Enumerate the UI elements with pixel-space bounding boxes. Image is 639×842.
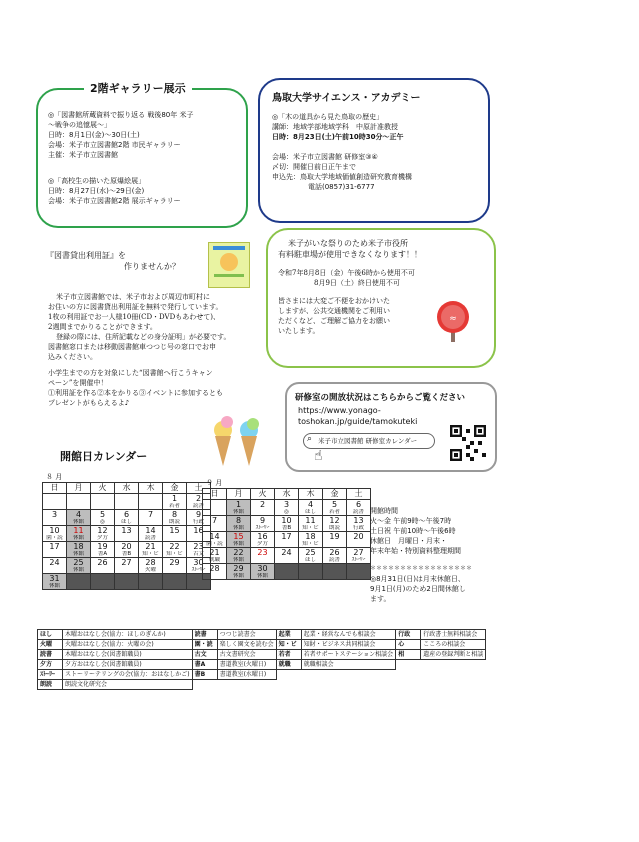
day-number: 29 <box>169 558 180 567</box>
calendar-day-cell <box>251 500 275 516</box>
calendar-day-cell <box>275 532 299 548</box>
day-event: 若者 <box>168 503 180 509</box>
day-number: 31 <box>49 574 60 583</box>
legend-key: 古文 <box>192 650 217 660</box>
card-title: 『図書貸出利用証』を 作りませんか？ <box>46 251 180 271</box>
calendar-day-cell <box>139 526 163 542</box>
day-event: 休館 <box>48 583 60 589</box>
calendar-day-cell <box>299 500 323 516</box>
day-event: 休館 <box>232 525 244 531</box>
legend-description <box>301 680 396 690</box>
calendar-day-cell <box>43 526 67 542</box>
day-event: 休館 <box>232 573 244 579</box>
day-number: 18 <box>73 542 84 551</box>
calendar-day-cell <box>347 548 371 564</box>
calendar-day-cell <box>163 542 187 558</box>
legend-key: 若者 <box>276 650 301 660</box>
day-event: 休館 <box>72 567 84 573</box>
fan-illustration-icon <box>435 300 471 346</box>
august-calendar <box>42 482 211 590</box>
weekday-header: 火 <box>91 483 115 494</box>
day-event: 夕方 <box>96 535 108 541</box>
day-number: 22 <box>169 542 180 551</box>
day-number: 19 <box>97 542 108 551</box>
legend-key: 朗読 <box>38 680 63 690</box>
legend-description <box>217 680 276 690</box>
day-number: 22 <box>233 548 244 557</box>
day-event: 休館 <box>72 519 84 525</box>
legend-description: 楽しく園文を読む会 <box>217 640 276 650</box>
event-legend <box>37 629 486 690</box>
calendar-day-cell <box>347 516 371 532</box>
opening-hours: 開館時間 火～金 午前9時～午後7時 土日祝 午前10時～午後6時 休館日 月曜日・月末・ 年末年始・特別資料整理期間 ＊＊＊＊＊＊＊＊＊＊＊＊＊＊＊＊＊ ◎8月31日(日)は月末休館日、 9月1日(月)のため2日間休館し ます。 <box>370 507 473 603</box>
day-event: ｽﾄｰﾘｰ <box>351 557 366 563</box>
calendar-day-cell <box>139 574 163 590</box>
day-event: ◎ <box>100 519 105 525</box>
legend-description: 古文書研究会 <box>217 650 276 660</box>
day-number: 4 <box>75 510 82 519</box>
calendar-day-cell <box>67 542 91 558</box>
study-room-url[interactable]: https://www.yonago- toshokan.jp/guide/tamokuteki <box>298 406 418 426</box>
day-number: 12 <box>97 526 108 535</box>
legend-description: ストーリーテリングの会(協力：おはなしかご) <box>63 670 193 680</box>
legend-description: 起業・経営なんでも相談会 <box>301 630 396 640</box>
legend-key <box>396 660 421 670</box>
legend-description: こころの相談会 <box>421 640 486 650</box>
day-event: ほし <box>304 557 316 563</box>
day-number: 2 <box>259 500 266 509</box>
calendar-day-cell <box>227 564 251 580</box>
calendar-day-cell <box>163 494 187 510</box>
day-number: 25 <box>305 548 316 557</box>
calendar-day-cell <box>67 558 91 574</box>
academy-title: 鳥取大学サイエンス・アカデミー <box>272 93 421 104</box>
svg-text:≈: ≈ <box>449 314 457 324</box>
legend-key: 書A <box>192 660 217 670</box>
day-event: 行政 <box>192 519 204 525</box>
day-number: 1 <box>235 500 242 509</box>
day-number: 2 <box>195 494 202 503</box>
study-room-title: 研修室の開放状況はこちらからご覧ください <box>295 393 466 403</box>
legend-key: ｽﾄｰﾘｰ <box>38 670 63 680</box>
day-number: 29 <box>233 564 244 573</box>
weekday-header: 木 <box>299 489 323 500</box>
day-event: ◎ <box>284 509 289 515</box>
day-event: 園・読 <box>206 541 223 547</box>
day-number: 8 <box>171 510 178 519</box>
pointer-icon: ☝ <box>314 448 323 464</box>
calendar-day-cell <box>203 532 227 548</box>
qr-code[interactable] <box>450 425 486 465</box>
legend-description: 夕方おはなし会(図書館職員) <box>63 660 193 670</box>
weekday-header: 水 <box>115 483 139 494</box>
day-number: 11 <box>73 526 84 535</box>
day-event: 休館 <box>72 551 84 557</box>
day-event: 園・読 <box>46 535 63 541</box>
calendar-day-cell <box>163 574 187 590</box>
day-number: 16 <box>257 532 268 541</box>
legend-description: 書道教室(火曜日) <box>217 660 276 670</box>
legend-description: 火曜おはなし会(協力：火曜の会) <box>63 640 193 650</box>
day-number: 4 <box>307 500 314 509</box>
festival-notice: 米子がいな祭りのため米子市役所 有料駐車場が使用できなくなります！！ 令和7年8月8日（金）午後6時から使用不可 8月9日（土）終日使用不可 皆さまには大変ご不便をおかけいた しますが、公共交通機関をご利用い ただくなど、ご理解ご協力をお願い いたします。 <box>278 239 422 335</box>
weekday-header: 土 <box>187 483 211 494</box>
legend-key <box>396 670 421 680</box>
day-number: 23 <box>257 548 268 557</box>
calendar-day-cell <box>91 526 115 542</box>
academy-details: ◎「木の道具から見た鳥取の歴史」 講師：地域学部地域学科 中原計准教授 日時：8月23日(土)午前10時30分～正午 会場：米子市立図書館 研修室③④ 〆切：開催日前日正午まで 申込先：鳥取大学地域価値創造研究教育機構 電話(0857)31-6777 <box>272 113 412 191</box>
day-number: 19 <box>329 532 340 541</box>
day-event: 書B <box>281 525 292 531</box>
day-event: 読書 <box>192 503 204 509</box>
day-number: 28 <box>145 558 156 567</box>
calendar-title: 開館日カレンダー <box>60 450 148 463</box>
legend-key <box>276 680 301 690</box>
day-number: 5 <box>99 510 106 519</box>
calendar-day-cell <box>203 516 227 532</box>
calendar-day-cell <box>275 516 299 532</box>
day-number: 24 <box>49 558 60 567</box>
legend-key <box>192 680 217 690</box>
day-number: 15 <box>169 526 180 535</box>
day-number: 9 <box>259 516 266 525</box>
day-number: 9 <box>195 510 202 519</box>
legend-key: 心 <box>396 640 421 650</box>
day-event: 朗読 <box>168 519 180 525</box>
day-event: 行政 <box>352 525 364 531</box>
day-event: 読書 <box>352 509 364 515</box>
calendar-day-cell <box>43 574 67 590</box>
calendar-day-cell <box>323 564 347 580</box>
weekday-header: 月 <box>67 483 91 494</box>
day-number: 30 <box>257 564 268 573</box>
day-number: 3 <box>51 510 58 519</box>
calendar-day-cell <box>43 494 67 510</box>
legend-key: 知・ビ <box>276 640 301 650</box>
day-number: 18 <box>305 532 316 541</box>
calendar-day-cell <box>91 558 115 574</box>
calendar-day-cell <box>227 548 251 564</box>
calendar-day-cell <box>67 510 91 526</box>
calendar-day-cell <box>139 542 163 558</box>
calendar-day-cell <box>323 516 347 532</box>
day-number: 15 <box>233 532 244 541</box>
legend-key: 行政 <box>396 630 421 640</box>
calendar-day-cell <box>251 532 275 548</box>
day-number: 8 <box>235 516 242 525</box>
legend-description: 朗読文化研究会 <box>63 680 193 690</box>
legend-key: 相 <box>396 650 421 660</box>
calendar-day-cell <box>115 494 139 510</box>
day-event: 朗読 <box>328 525 340 531</box>
gallery-event-2: ◎「高校生の描いた原爆絵展」 日時：8月27日(水)～29日(金) 会場：米子市立図書館2階 展示ギャラリー <box>48 177 181 205</box>
calendar-day-cell <box>227 500 251 516</box>
weekday-header: 月 <box>227 489 251 500</box>
calendar-day-cell <box>299 532 323 548</box>
day-event: 知・ビ <box>302 541 319 547</box>
day-number: 28 <box>209 564 220 573</box>
calendar-day-cell <box>67 526 91 542</box>
calendar-day-cell <box>227 532 251 548</box>
day-event: ほし <box>304 509 316 515</box>
calendar-day-cell <box>115 542 139 558</box>
calendar-day-cell <box>299 564 323 580</box>
day-event: 古文 <box>192 551 204 557</box>
library-card-image <box>208 242 250 288</box>
search-icon: ⌕ <box>307 434 313 444</box>
day-event: 若者 <box>328 509 340 515</box>
weekday-header: 金 <box>323 489 347 500</box>
calendar-day-cell <box>251 516 275 532</box>
day-event: 知・ビ <box>166 551 183 557</box>
weekday-header: 日 <box>43 483 67 494</box>
day-event: ほし <box>120 519 132 525</box>
legend-description: 就職相談会 <box>301 660 396 670</box>
calendar-day-cell <box>91 494 115 510</box>
day-number: 7 <box>211 516 218 525</box>
calendar-day-cell <box>67 574 91 590</box>
day-number: 20 <box>353 532 364 541</box>
legend-description: 遺産の登録判断と相談 <box>421 650 486 660</box>
day-event: 休館 <box>232 541 244 547</box>
calendar-day-cell <box>299 516 323 532</box>
calendar-day-cell <box>43 510 67 526</box>
legend-description <box>421 670 486 680</box>
day-event: 休館 <box>232 509 244 515</box>
day-event: 読書 <box>144 535 156 541</box>
legend-key: 就職 <box>276 660 301 670</box>
legend-description <box>421 660 486 670</box>
legend-description: 行政書士無料相談会 <box>421 630 486 640</box>
august-label: ８ 月 <box>46 473 63 481</box>
ice-cream-illustration-icon <box>205 416 269 474</box>
weekday-header: 土 <box>347 489 371 500</box>
calendar-day-cell <box>91 510 115 526</box>
day-event: 書B <box>121 551 132 557</box>
calendar-day-cell <box>299 548 323 564</box>
day-event: 休館 <box>232 557 244 563</box>
september-label: ９ 月 <box>206 479 223 487</box>
day-number: 16 <box>193 526 204 535</box>
calendar-day-cell <box>323 532 347 548</box>
calendar-day-cell <box>139 494 163 510</box>
day-number: 20 <box>121 542 132 551</box>
calendar-day-cell <box>251 564 275 580</box>
legend-key: 書B <box>192 670 217 680</box>
day-event: ｽﾄｰﾘｰ <box>191 567 206 573</box>
day-number: 6 <box>355 500 362 509</box>
calendar-day-cell <box>139 558 163 574</box>
calendar-day-cell <box>115 510 139 526</box>
calendar-day-cell <box>91 542 115 558</box>
calendar-day-cell <box>251 548 275 564</box>
calendar-day-cell <box>275 564 299 580</box>
day-event: 就職 <box>208 557 220 563</box>
legend-description: 知財・ビジネス共同相談会 <box>301 640 396 650</box>
day-number: 13 <box>353 516 364 525</box>
day-event: 休館 <box>256 573 268 579</box>
calendar-day-cell <box>115 526 139 542</box>
calendar-day-cell <box>347 564 371 580</box>
day-number: 17 <box>49 542 60 551</box>
day-number: 5 <box>331 500 338 509</box>
day-number: 7 <box>147 510 154 519</box>
calendar-day-cell <box>91 574 115 590</box>
search-box[interactable]: ⌕ 米子市立図書館 研修室カレンダー <box>303 433 435 449</box>
legend-description <box>301 670 396 680</box>
calendar-day-cell <box>275 548 299 564</box>
legend-key <box>276 670 301 680</box>
day-number: 17 <box>281 532 292 541</box>
legend-key: 起業 <box>276 630 301 640</box>
legend-key: 夕方 <box>38 660 63 670</box>
day-event: 休館 <box>72 535 84 541</box>
legend-description <box>421 680 486 690</box>
weekday-header: 木 <box>139 483 163 494</box>
gallery-title: 2階ギャラリー展示 <box>84 80 192 96</box>
day-number: 23 <box>193 542 204 551</box>
weekday-header: 火 <box>251 489 275 500</box>
day-event: 書A <box>97 551 108 557</box>
legend-key: 園・読 <box>192 640 217 650</box>
calendar-day-cell <box>163 526 187 542</box>
card-body: 米子市立図書館では、米子市および周辺市町村に お住いの方に図書貸出利用証を無料で発行しています。 1枚の利用証でお一人様10冊(CD・DVDもあわせて)、 2週間までかりることができます。 登録の際には、住所記載などの身分証明」が必要です。 図書館窓口または移動図書館車つつじ号の窓口でお申 込みください。 小学生までの方を対象にした“図書館へ行こうキャン ペーン”を開催中！ ①利用証を作る②本をかりる③イベントに参加するとも プレゼントがもらえるよ♪ <box>48 293 231 407</box>
day-number: 30 <box>193 558 204 567</box>
calendar-day-cell <box>115 558 139 574</box>
day-event: ｽﾄｰﾘｰ <box>255 525 270 531</box>
day-number: 3 <box>283 500 290 509</box>
calendar-day-cell <box>163 510 187 526</box>
day-event: 知・ビ <box>142 551 159 557</box>
calendar-day-cell <box>347 532 371 548</box>
legend-key: 火曜 <box>38 640 63 650</box>
legend-key: ほし <box>38 630 63 640</box>
calendar-day-cell <box>203 500 227 516</box>
day-number: 25 <box>73 558 84 567</box>
september-calendar <box>202 488 371 580</box>
day-number: 12 <box>329 516 340 525</box>
legend-description: 木曜おはなし会(図書館職員) <box>63 650 193 660</box>
legend-description: つつじ読書会 <box>217 630 276 640</box>
day-event: 読書 <box>328 557 340 563</box>
day-number: 10 <box>49 526 60 535</box>
gallery-event-1: ◎「図書館所蔵資料で振り返る 戦後80年 米子 ～戦争の追憶展～」 日時：8月1日(金)～30日(土) 会場：米子市立図書館2階 市民ギャラリー 主催：米子市立図書館 <box>48 111 194 159</box>
legend-key: 読書 <box>192 630 217 640</box>
day-event: 火曜 <box>144 567 156 573</box>
legend-key <box>396 680 421 690</box>
legend-description: 若者サポートステーション相談会 <box>301 650 396 660</box>
calendar-day-cell <box>139 510 163 526</box>
calendar-day-cell <box>323 500 347 516</box>
weekday-header: 金 <box>163 483 187 494</box>
day-number: 26 <box>329 548 340 557</box>
calendar-day-cell <box>115 574 139 590</box>
day-number: 21 <box>209 548 220 557</box>
legend-description: 書道教室(水曜日) <box>217 670 276 680</box>
calendar-day-cell <box>43 542 67 558</box>
day-number: 11 <box>305 516 316 525</box>
day-number: 24 <box>281 548 292 557</box>
calendar-day-cell <box>323 548 347 564</box>
day-number: 14 <box>145 526 156 535</box>
calendar-day-cell <box>275 500 299 516</box>
calendar-day-cell <box>227 516 251 532</box>
day-number: 26 <box>97 558 108 567</box>
legend-description: 木曜おはなし会(協力：ほしのぎんか) <box>63 630 193 640</box>
day-number: 6 <box>123 510 130 519</box>
day-number: 21 <box>145 542 156 551</box>
day-number: 27 <box>353 548 364 557</box>
day-number: 10 <box>281 516 292 525</box>
calendar-day-cell <box>203 548 227 564</box>
day-number: 1 <box>171 494 178 503</box>
day-event: 夕方 <box>256 541 268 547</box>
weekday-header: 日 <box>203 489 227 500</box>
day-number: 13 <box>121 526 132 535</box>
calendar-day-cell <box>43 558 67 574</box>
calendar-day-cell <box>67 494 91 510</box>
day-number: 27 <box>121 558 132 567</box>
weekday-header: 水 <box>275 489 299 500</box>
day-number: 14 <box>209 532 220 541</box>
calendar-day-cell <box>163 558 187 574</box>
calendar-day-cell <box>347 500 371 516</box>
day-event: 知・ビ <box>302 525 319 531</box>
legend-key: 読書 <box>38 650 63 660</box>
calendar-day-cell <box>203 564 227 580</box>
